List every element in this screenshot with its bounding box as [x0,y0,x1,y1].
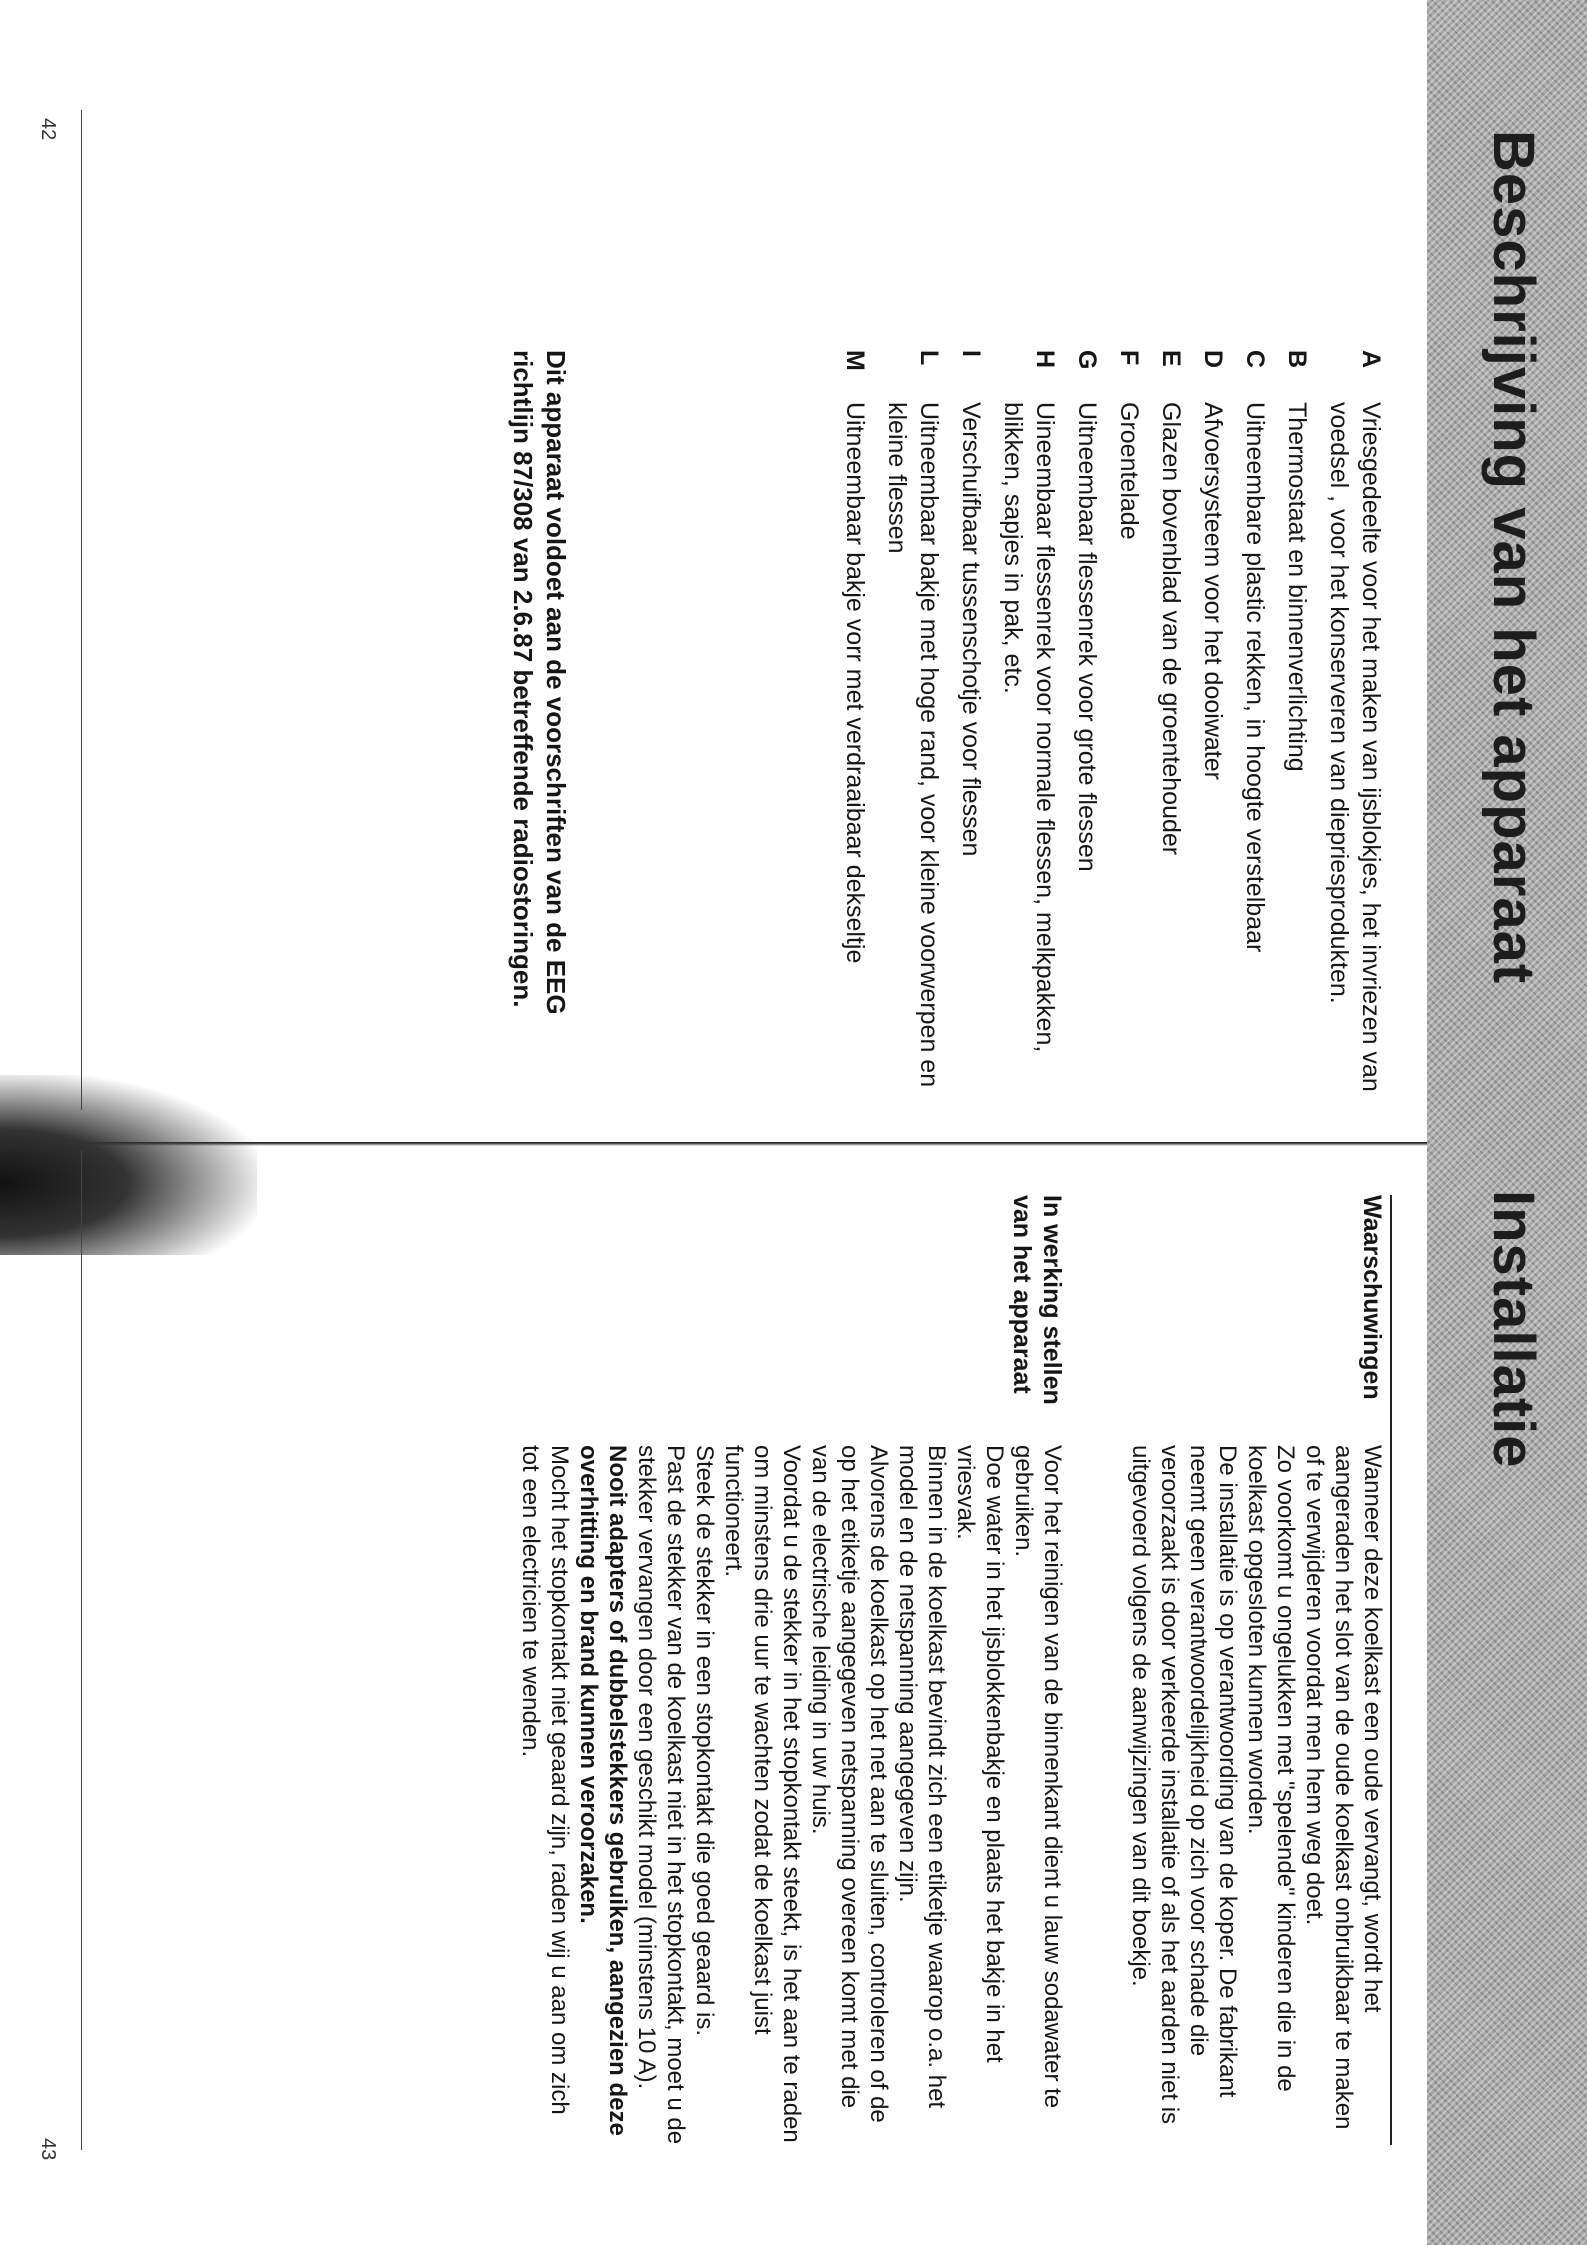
item-letter: B [1283,350,1311,369]
paragraph: Mocht het stopkontakt niet geaard zijn, raden wij u aan om zich tot een electricien te wenden. [517,1445,573,2115]
item-text: Glazen bovenblad van de groentehouder [1157,402,1185,856]
item-text: Verschuifbaar tussenschotje voor flessen [957,402,985,857]
list-item [1155,350,1187,1110]
item-letter: D [1199,350,1227,369]
paragraph: Binnen in de koelkast bevindt zich een etiketje waarop o.a. het model en de netspanning aangegeven zijn. [894,1445,950,2109]
item-text: Vriesgedeelte voor het maken van ijsblokjes, het invriezen van voedsel , voor het konserveren van diepriesprodukten. [1325,402,1385,1092]
parts-list [829,350,1387,1110]
item-letter: A [1357,350,1385,369]
paragraph: De installatie is op verantwoording van de koper. De fabrikant neemt geen verantwoordelijkheid op zich voor schade die veroorzaakt is door verkeerde installatie of als het aarden niet is uitgevoerd volgens de aanwijzingen van dit boekje. [1127,1445,1241,2125]
item-letter: L [915,350,943,366]
page-number-left: 42 [37,118,59,141]
binding-shadow [0,1075,257,1255]
list-item [1113,350,1145,1110]
item-text: Thermostaat en binnenverlichting [1283,402,1311,772]
item-letter: M [841,350,869,371]
item-letter: I [957,350,985,357]
section-rule [1390,1195,1392,2145]
page-number-right: 43 [37,2138,59,2161]
left-page-title: Beschrijving van het apparaat [1481,130,1546,985]
item-text: Uitneembaar flessenrek voor grote flessen [1073,402,1101,872]
in-operation-body [516,1445,1067,2145]
list-item [839,350,871,1110]
item-text: Uitneembaar bakje vorr met verdraaibaar dekseltje [841,402,869,964]
paragraph: Wanneer deze koelkast een oude vervangt, wordt het aangeraden het slot van de oude koelkast onbruikbaar te maken of te verwijderen voordat men hem weg doet. [1301,1445,1386,2130]
in-operation-section [516,1195,1067,2145]
item-letter: F [1115,350,1143,366]
warnings-section [1126,1195,1387,2145]
item-text: Uitneembaar bakje met hoge rand, voor kleine voorwerpen en kleine flessen [883,402,943,1088]
item-text: Uineembaar flessenrek voor normale flessen, melkpakken, blikken, sapjes in pak, etc. [999,402,1059,1053]
item-letter: H [1031,350,1059,369]
list-item [1323,350,1387,1110]
item-letter: C [1241,350,1269,369]
paragraph: Past de stekker van de koelkast niet in het stopkontakt, moet u de stekker vervangen door een geschikt model (minstens 10 A). [633,1445,689,2145]
item-text: Uitneembare plastic rekken, in hoogte verstelbaar [1241,402,1269,953]
paragraph: Alvorens de koelkast op het net aan te sluiten, controleren of de op het etiketje aangegeven netspanning overeen komt met die van de electrische leiding in uw huis. [807,1445,892,2123]
list-item [881,350,945,1110]
paragraph: Steek de stekker in een stopkontakt die goed geaard is. [691,1445,718,2037]
footer-rule-right [81,1150,82,2150]
warning-paragraph: Nooit adapters of dubbelstekkers gebruiken, aangezien deze overhitting en brand kunnen veroorzaken. [575,1445,631,2136]
item-letter: E [1157,350,1185,367]
in-operation-heading: In werking stellen van het apparaat [1008,1195,1066,1405]
footer-rule-left [81,110,82,1110]
paragraph: Zo voorkomt u ongelukken met "spelende" kinderen die in de koelkast opgesloten kunnen worden. [1243,1445,1299,2092]
item-text: Afvoersysteem voor het dooiwater [1199,402,1227,780]
paragraph: Doe water in het ijsblokkenbakje en plaats het bakje in het vriesvak. [952,1445,1008,2063]
list-item [1071,350,1103,1110]
warnings-heading: Waarschuwingen [1358,1195,1386,1400]
warnings-body [1126,1445,1387,2145]
item-text: Groentelade [1115,402,1143,540]
paragraph: Voor het reinigen van de binnenkant dient u lauw sodawater te gebruiken. [1010,1445,1066,2109]
right-page-title: Installatie [1481,1190,1546,1469]
eeg-notice: Dit apparaat voldoet aan de voorschriften van de EEG richtlijn 87/308 van 2.6.87 betreffende radiostoringen. [508,350,571,1015]
list-item [1197,350,1229,1110]
list-item [955,350,987,1110]
list-item [1281,350,1313,1110]
list-item [1239,350,1271,1110]
item-letter: G [1073,350,1101,370]
list-item [997,350,1061,1110]
paragraph: Voordat u de stekker in het stopkontakt steekt, is het aan te raden om minstens drie uur te wachten zodat de koelkast juist functioneert. [720,1445,805,2143]
